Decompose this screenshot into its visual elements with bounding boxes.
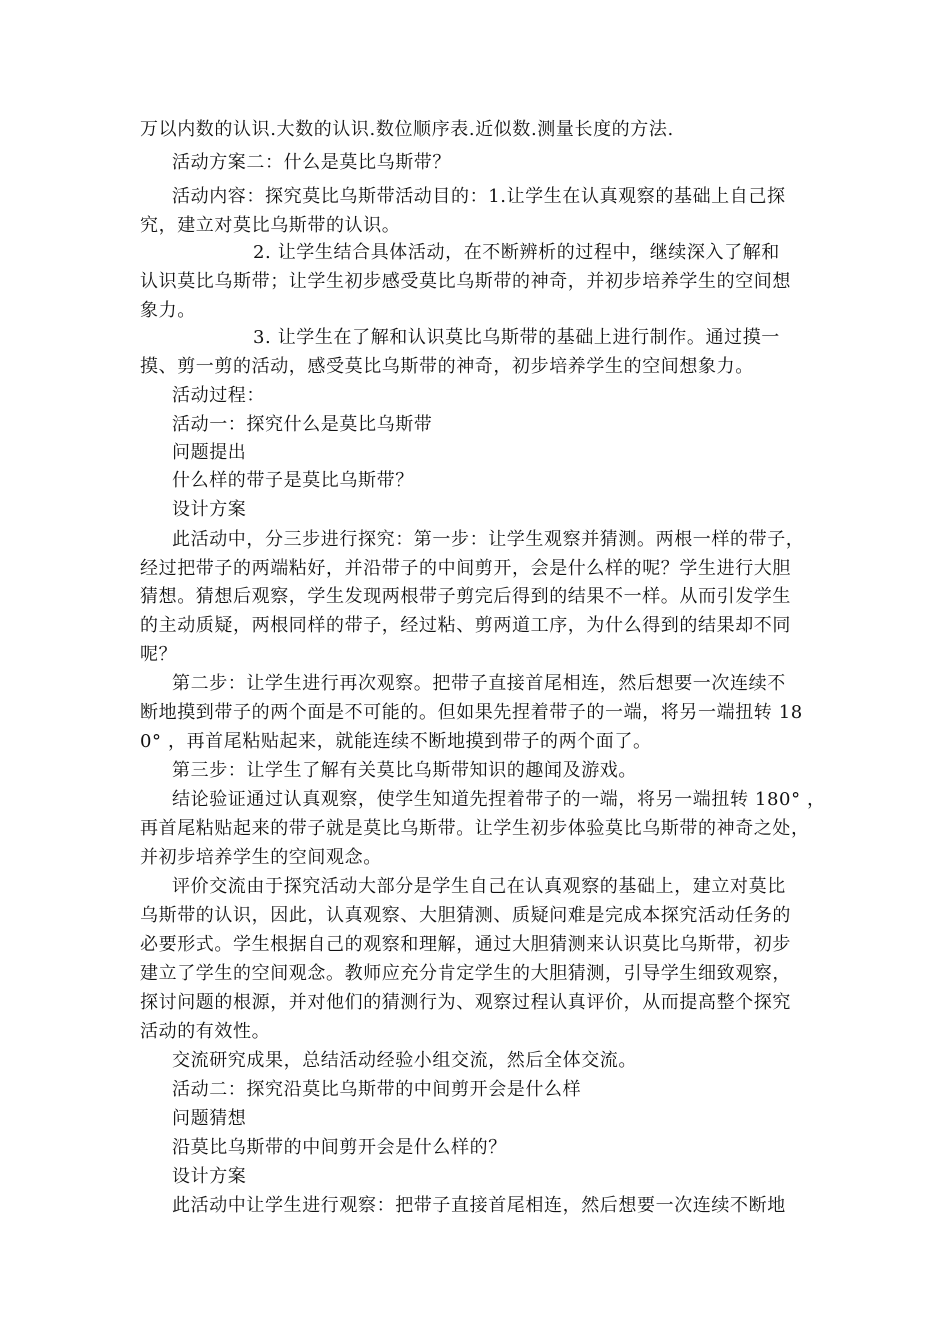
text-line: 0° ，再首尾粘贴起来，就能连续不断地摸到带子的两个面了。 xyxy=(140,731,652,752)
text-line: 必要形式。学生根据自己的观察和理解，通过大胆猜测来认识莫比乌斯带，初步 xyxy=(140,934,791,955)
text-line: 活动过程： xyxy=(172,385,265,406)
text-line: 活动的有效性。 xyxy=(140,1021,271,1042)
text-line: 设计方案 xyxy=(172,1166,247,1187)
text-line: 猜想。猜想后观察，学生发现两根带子剪完后得到的结果不一样。从而引发学生 xyxy=(140,586,791,607)
text-line: 活动一：探究什么是莫比乌斯带 xyxy=(172,414,433,435)
text-line: 并初步培养学生的空间观念。 xyxy=(140,847,382,868)
text-line: 究，建立对莫比乌斯带的认识。 xyxy=(140,215,401,236)
text-line: 活动二：探究沿莫比乌斯带的中间剪开会是什么样 xyxy=(172,1079,582,1100)
text-line: 3. 让学生在了解和认识莫比乌斯带的基础上进行制作。通过摸一 xyxy=(253,327,780,348)
text-line: 评价交流由于探究活动大部分是学生自己在认真观察的基础上，建立对莫比 xyxy=(172,876,786,897)
text-line: 结论验证通过认真观察，使学生知道先捏着带子的一端，将另一端扭转 180° ， xyxy=(172,789,826,810)
text-line: 第三步：让学生了解有关莫比乌斯带知识的趣闻及游戏。 xyxy=(172,760,637,781)
text-line: 活动内容：探究莫比乌斯带活动目的：1.让学生在认真观察的基础上自己探 xyxy=(172,186,786,207)
text-line: 探讨问题的根源，并对他们的猜测行为、观察过程认真评价，从而提高整个探究 xyxy=(140,992,791,1013)
text-line: 的主动质疑，两根同样的带子，经过粘、剪两道工序，为什么得到的结果却不同 xyxy=(140,615,791,636)
text-line: 乌斯带的认识，因此，认真观察、大胆猜测、质疑问难是完成本探究活动任务的 xyxy=(140,905,791,926)
text-line: 交流研究成果，总结活动经验小组交流，然后全体交流。 xyxy=(172,1050,637,1071)
text-line: 认识莫比乌斯带；让学生初步感受莫比乌斯带的神奇，并初步培养学生的空间想 xyxy=(140,271,791,292)
text-line: 象力。 xyxy=(140,300,196,321)
text-line: 设计方案 xyxy=(172,499,247,520)
text-line: 活动方案二：什么是莫比乌斯带？ xyxy=(172,152,451,173)
text-line: 问题猜想 xyxy=(172,1108,247,1129)
text-line: 问题提出 xyxy=(172,442,247,463)
text-line: 此活动中让学生进行观察：把带子直接首尾相连，然后想要一次连续不断地 xyxy=(172,1195,786,1216)
text-line: 万以内数的认识.大数的认识.数位顺序表.近似数.测量长度的方法. xyxy=(140,119,674,140)
text-line: 摸、剪一剪的活动，感受莫比乌斯带的神奇，初步培养学生的空间想象力。 xyxy=(140,356,754,377)
text-line: 2. 让学生结合具体活动，在不断辨析的过程中，继续深入了解和 xyxy=(253,242,780,263)
text-line: 建立了学生的空间观念。教师应充分肯定学生的大胆猜测，引导学生细致观察， xyxy=(140,963,791,984)
text-line: 断地摸到带子的两个面是不可能的。但如果先捏着带子的一端，将另一端扭转 18 xyxy=(140,702,803,723)
text-line: 什么样的带子是莫比乌斯带？ xyxy=(172,470,414,491)
text-line: 再首尾粘贴起来的带子就是莫比乌斯带。让学生初步体验莫比乌斯带的神奇之处， xyxy=(140,818,810,839)
text-line: 沿莫比乌斯带的中间剪开会是什么样的？ xyxy=(172,1137,507,1158)
text-line: 经过把带子的两端粘好，并沿带子的中间剪开，会是什么样的呢？学生进行大胆 xyxy=(140,558,791,579)
text-line: 第二步：让学生进行再次观察。把带子直接首尾相连，然后想要一次连续不 xyxy=(172,673,786,694)
text-line: 呢？ xyxy=(140,644,178,665)
text-line: 此活动中，分三步进行探究：第一步：让学生观察并猜测。两根一样的带子， xyxy=(172,529,805,550)
